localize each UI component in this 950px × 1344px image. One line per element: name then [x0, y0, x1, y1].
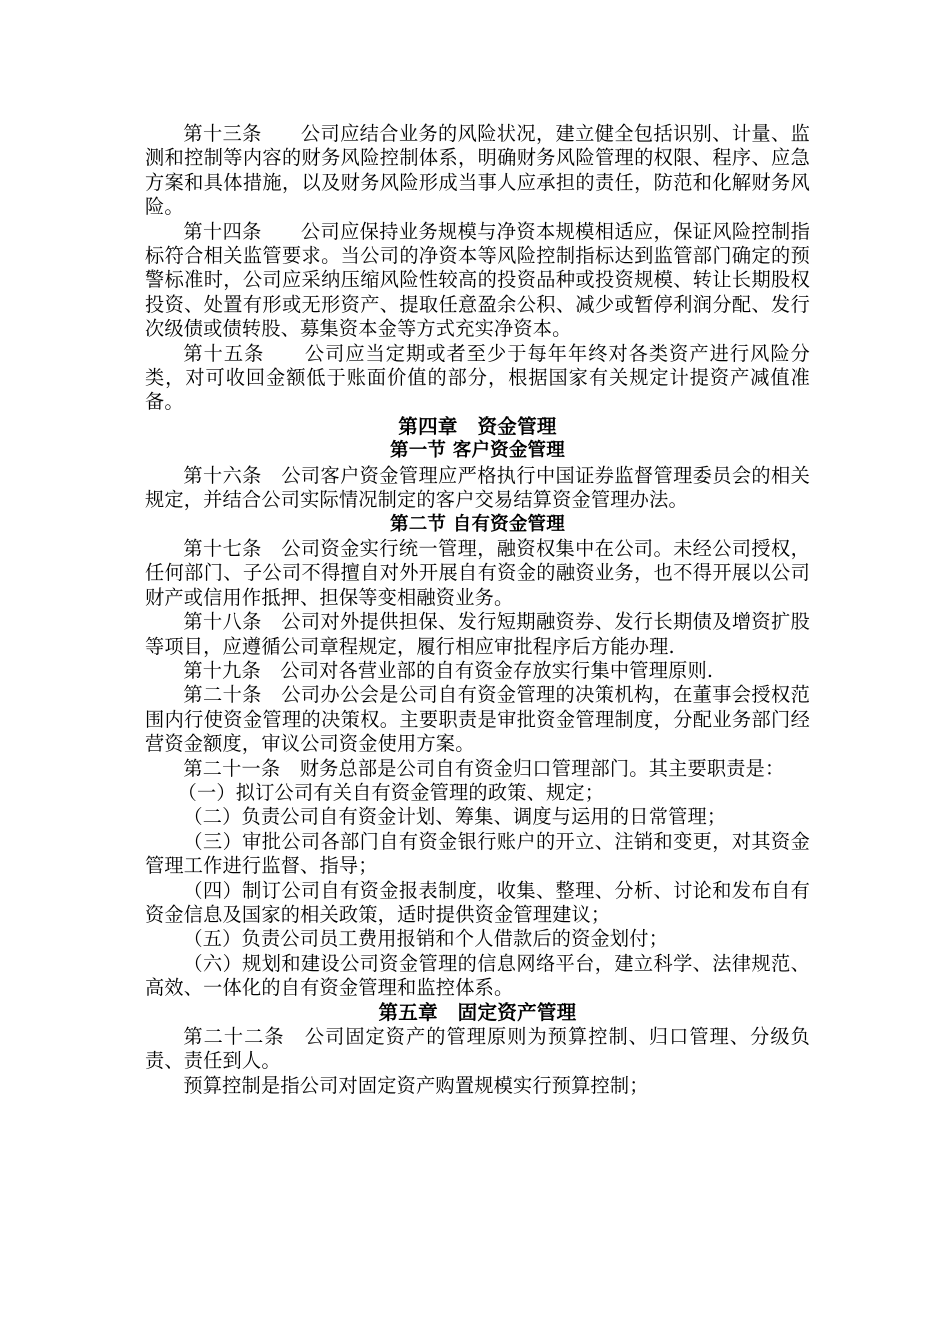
article-18: 第十八条 公司对外提供担保、发行短期融资券、发行长期债及增资扩股等项目，应遵循公司章程规定，履行相应审批程序后方能办理.: [145, 610, 810, 658]
document-page: [145, 122, 810, 1098]
article-13: 第十三条 公司应结合业务的风险状况，建立健全包括识别、计量、监测和控制等内容的财务风险控制体系，明确财务风险管理的权限、程序、应急方案和具体措施，以及财务风险形成当事人应承担的责任，防范和化解财务风险。: [145, 122, 810, 219]
article-15: 第十五条 公司应当定期或者至少于每年年终对各类资产进行风险分类，对可收回金额低于账面价值的部分，根据国家有关规定计提资产减值准备。: [145, 341, 810, 414]
chapter-4-heading: 第四章 资金管理: [398, 414, 557, 438]
list-item: （一）拟订公司有关自有资金管理的政策、规定；: [177, 780, 605, 804]
article-21: 第二十一条 财务总部是公司自有资金归口管理部门。其主要职责是：: [183, 756, 785, 780]
article-16: 第十六条 公司客户资金管理应严格执行中国证券监督管理委员会的相关规定，并结合公司实际情况制定的客户交易结算资金管理办法。: [145, 463, 810, 512]
section-2-heading: 第二节 自有资金管理: [390, 513, 565, 535]
budget-control-paragraph: 预算控制是指公司对固定资产购置规模实行预算控制；: [183, 1073, 649, 1097]
section-1-heading: 第一节 客户资金管理: [390, 440, 565, 462]
list-item: （五）负责公司员工费用报销和个人借款后的资金划付；: [183, 927, 669, 951]
list-item: （二）负责公司自有资金计划、筹集、调度与运用的日常管理；: [183, 805, 727, 829]
list-item: （六）规划和建设公司资金管理的信息网络平台，建立科学、法律规范、高效、一体化的自有资金管理和监控体系。: [145, 951, 810, 1000]
article-19: 第十九条 公司对各营业部的自有资金存放实行集中管理原则.: [183, 658, 714, 682]
list-item: （三）审批公司各部门自有资金银行账户的开立、注销和变更，对其资金管理工作进行监督、指导；: [145, 829, 810, 878]
article-22: 第二十二条 公司固定资产的管理原则为预算控制、归口管理、分级负责、责任到人。: [145, 1025, 810, 1073]
article-17: 第十七条 公司资金实行统一管理，融资权集中在公司。未经公司授权，任何部门、子公司不得擅自对外开展自有资金的融资业务，也不得开展以公司财产或信用作抵押、担保等变相融资业务。: [145, 536, 810, 609]
article-20: 第二十条 公司办公会是公司自有资金管理的决策机构，在董事会授权范围内行使资金管理的决策权。主要职责是审批资金管理制度，分配业务部门经营资金额度，审议公司资金使用方案。: [145, 683, 810, 756]
chapter-5-heading: 第五章 固定资产管理: [378, 1000, 577, 1024]
article-14: 第十四条 公司应保持业务规模与净资本规模相适应，保证风险控制指标符合相关监管要求。当公司的净资本等风险控制指标达到监管部门确定的预警标准时，公司应采纳压缩风险性较高的投资品种或投资规模、转让长期股权投资、处置有形或无形资产、提取任意盈余公积、减少或暂停利润分配、发行次级债或债转股、募集资本金等方式充实净资本。: [145, 219, 810, 341]
list-item: （四）制订公司自有资金报表制度，收集、整理、分析、讨论和发布自有资金信息及国家的相关政策，适时提供资金管理建议；: [145, 878, 810, 926]
